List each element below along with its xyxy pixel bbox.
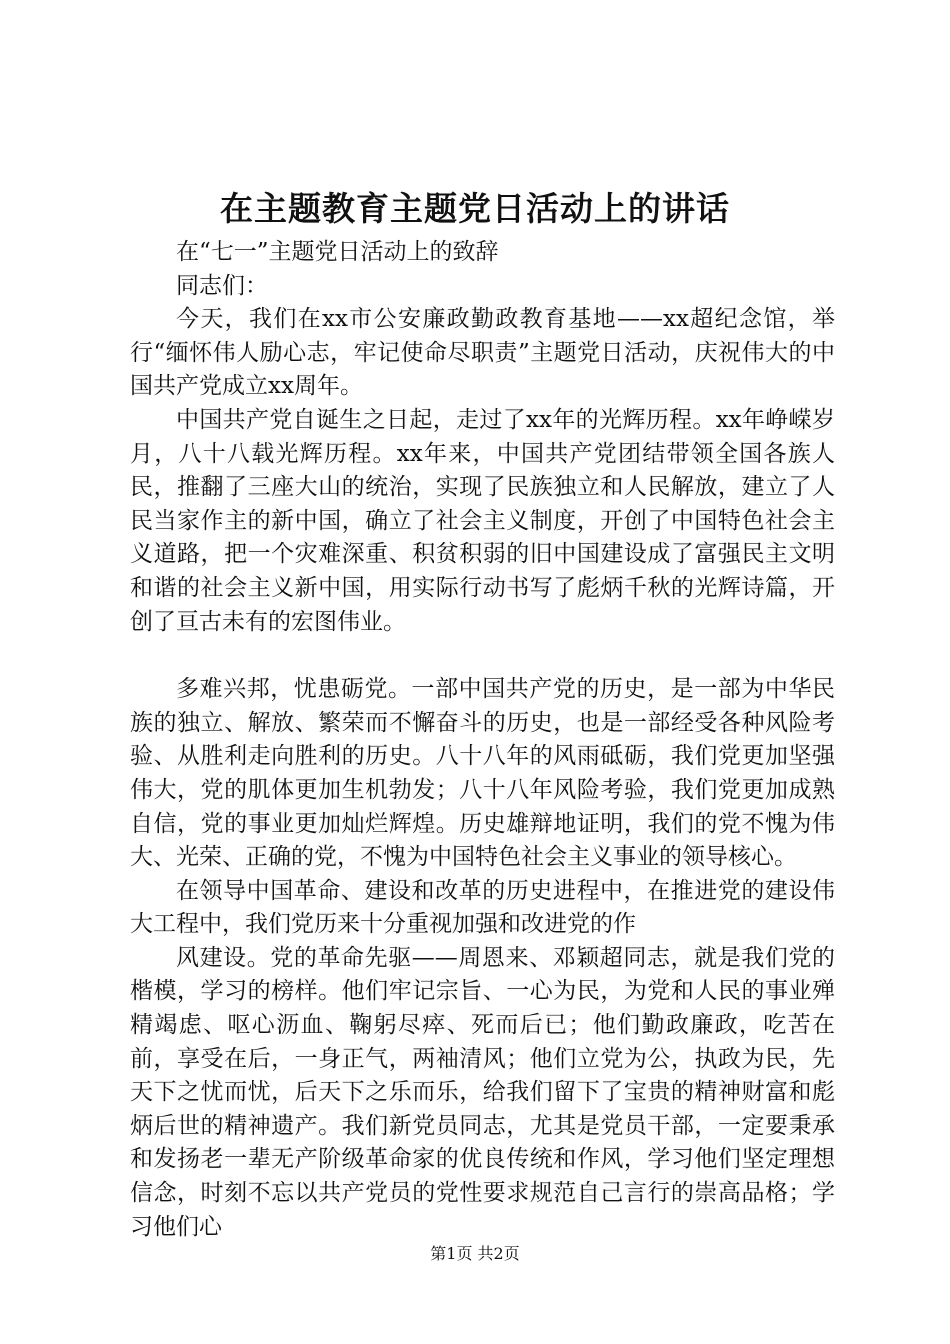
salutation: 同志们： xyxy=(176,272,268,299)
body-paragraph: 今天，我们在xx市公安廉政勤政教育基地——xx超纪念馆，举行“缅怀伟人励心志，牢记使命尽职责”主题党日活动，庆祝伟大的中国共产党成立xx周年。 xyxy=(130,306,835,400)
document-body xyxy=(130,236,835,1244)
speech-subtitle: 在“七一”主题党日活动上的致辞 xyxy=(176,239,499,265)
body-paragraph: 多难兴邦，忧患砺党。一部中国共产党的历史，是一部为中华民族的独立、解放、繁荣而不懈奋斗的历史，也是一部经受各种风险考验、从胜利走向胜利的历史。八十八年的风雨砥砺，我们党更加坚强伟大，党的肌体更加生机勃发；八十八年风险考验，我们党更加成熟自信，党的事业更加灿烂辉煌。历史雄辩地证明，我们的党不愧为伟大、光荣、正确的党，不愧为中国特色社会主义事业的领导核心。 xyxy=(130,676,835,871)
body-paragraph: 中国共产党自诞生之日起，走过了xx年的光辉历程。xx年峥嵘岁月，八十八载光辉历程。xx年来，中国共产党团结带领全国各族人民，推翻了三座大山的统治，实现了民族独立和人民解放，建立了人民当家作主的新中国，确立了社会主义制度，开创了中国特色社会主义道路，把一个灾难深重、积贫积弱的旧中国建设成了富强民主文明和谐的社会主义新中国，用实际行动书写了彪炳千秋的光辉诗篇，开创了亘古未有的宏图伟业。 xyxy=(130,406,835,635)
body-paragraph: 风建设。党的革命先驱——周恩来、邓颖超同志，就是我们党的楷模，学习的榜样。他们牢记宗旨、一心为民，为党和人民的事业殚精竭虑、呕心沥血、鞠躬尽瘁、死而后已；他们勤政廉政，吃苦在前，享受在后，一身正气，两袖清风；他们立党为公，执政为民，先天下之忧而忧，后天下之乐而乐，给我们留下了宝贵的精神财富和彪炳后世的精神遗产。我们新党员同志，尤其是党员干部，一定要秉承和发扬老一辈无产阶级革命家的优良传统和作风，学习他们坚定理想信念，时刻不忘以共产党员的党性要求规范自己言行的崇高品格；学习他们心 xyxy=(130,944,835,1240)
document-title: 在主题教育主题党日活动上的讲话 xyxy=(220,189,730,228)
page-number-footer: 第1页 共2页 xyxy=(430,1244,520,1263)
body-paragraph: 在领导中国革命、建设和改革的历史进程中，在推进党的建设伟大工程中，我们党历来十分重视加强和改进党的作 xyxy=(130,877,835,938)
